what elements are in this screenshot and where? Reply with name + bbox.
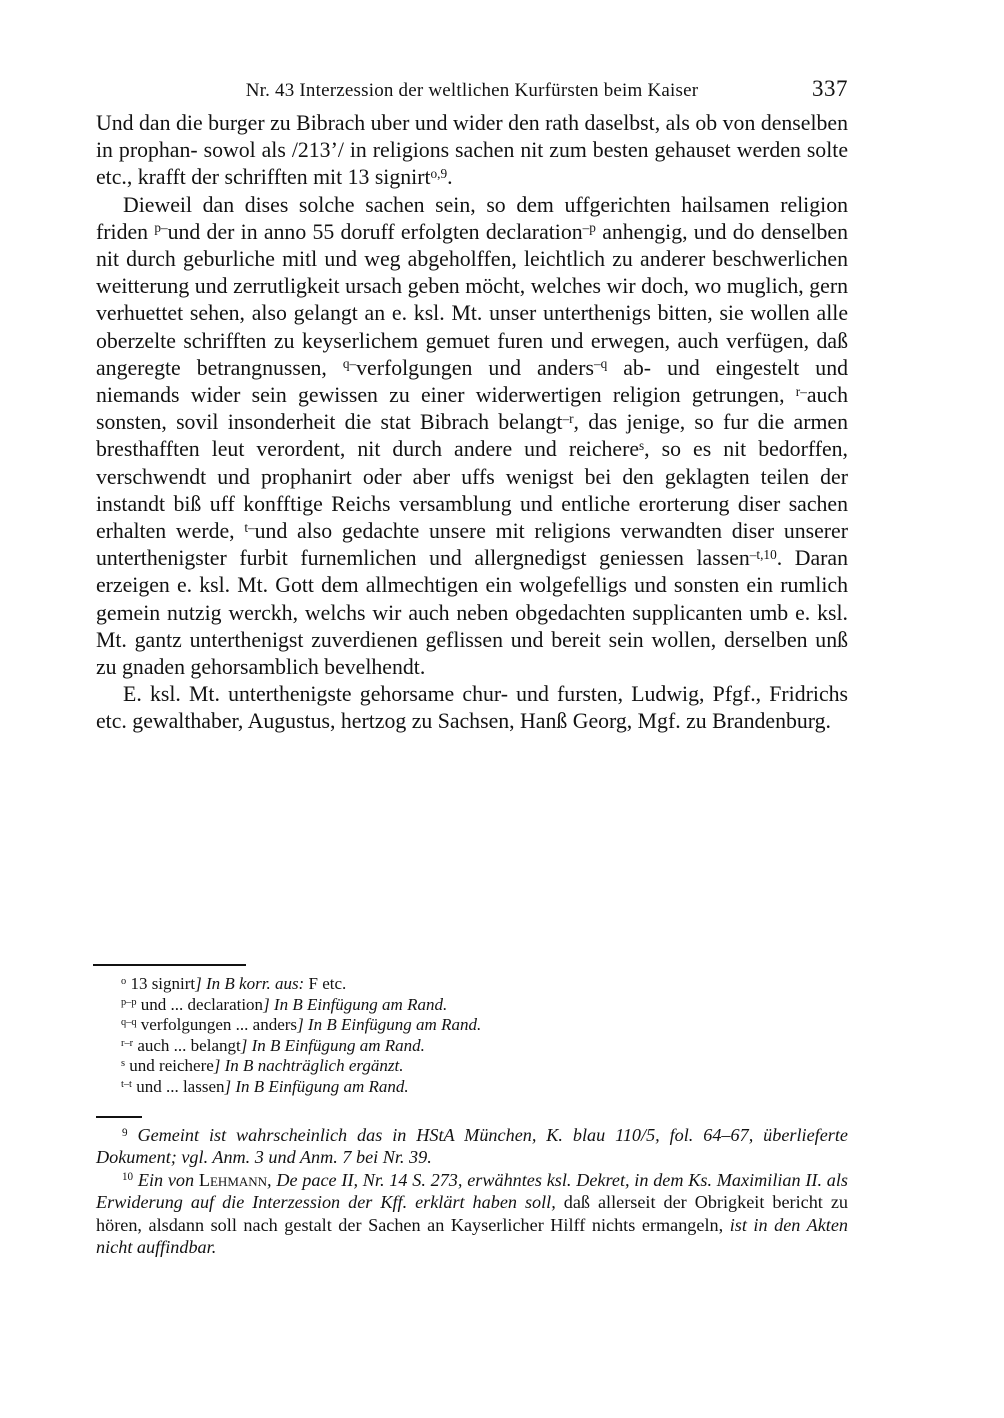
- apparatus-separator-rule: [93, 964, 246, 966]
- superscript-marker: –p: [582, 220, 596, 236]
- page-number: 337: [812, 76, 848, 101]
- text-run: , so es nit bedorffen, verschwendt und prophanirt oder aber uffs wenigst bei den geklagten teilen der instandt biß uff konfftige Reichs versamblung und entliche erorterung diser sachen erhalten werde,: [96, 437, 848, 544]
- apparatus-entry: [96, 974, 848, 995]
- superscript-marker: s: [639, 438, 645, 454]
- body-paragraph: [96, 192, 848, 682]
- footnotes-block: [96, 1116, 848, 1258]
- text-run: ist in den Akten nicht auffindbar.: [96, 1214, 848, 1258]
- text-run: anhengig, und do denselben nit durch geburliche mitl und weg abgeholffen, leichtlich zu anderer beschwerlichen weitterung und zerrutligkeit ursach geben möcht, welches wir doch, wo muglich, gern verhuettet sehen, also gelangt an e. ksl. Mt. unser unterthenigs bitten, sie wollen alle oberzelte schrifften zu keyserlichem gemuet furen und erwegen, auch verfügen, daß angeregte betrangnussen,: [96, 219, 848, 380]
- text-run: und ... lassen: [131, 1076, 225, 1096]
- text-run: daß allerseit der Obrigkeit bericht zu hören, alsdann soll nach gestalt der Sachen an Kayserlicher Hilff nichts ermangeln,: [96, 1192, 848, 1235]
- body-paragraph: [96, 110, 848, 192]
- text-run: ] In B Einfügung am Rand.: [240, 1035, 425, 1055]
- superscript-marker: o: [121, 976, 127, 988]
- text-run: , De pace II, Nr. 14 S. 273, erwähntes ksl. Dekret, in dem Ks. Maximilian II. als Erwiderung auf die Interzession der Kff. erklärt haben soll,: [96, 1169, 848, 1213]
- text-run: verfolgungen ... anders: [136, 1015, 298, 1035]
- apparatus-entry: [96, 1077, 848, 1098]
- text-run: Gemeint ist wahrscheinlich das in HStA München, K. blau 110/5, fol. 64–67, überlieferte Dokument; vgl. Anm. 3 und Anm. 7 bei Nr. 39.: [96, 1125, 848, 1168]
- body-paragraph: [96, 681, 848, 735]
- footnote-entries: [96, 1124, 848, 1258]
- text-run: ] In B Einfügung am Rand.: [224, 1076, 409, 1096]
- text-run: E. ksl. Mt. unterthenigste gehorsame chur- und fursten, Ludwig, Pfgf., Fridrichs etc. gewalthaber, Augustus, hertzog zu Sachsen, Hanß Georg, Mgf. zu Brandenburg.: [96, 682, 848, 734]
- footnote: [96, 1169, 848, 1259]
- superscript-marker: t–t: [121, 1079, 132, 1090]
- superscript-marker: s: [121, 1058, 126, 1070]
- superscript-marker: r–: [795, 383, 807, 399]
- document-body: [96, 110, 848, 736]
- text-run: auch sonsten, sovil insonderheit die stat Bibrach belangt: [96, 383, 848, 435]
- text-run: ] In B Einfügung am Rand.: [263, 994, 448, 1014]
- text-run: ab- und eingestelt und niemands wider sein gewissen zu einer widerwertigen religion getrungen,: [96, 355, 848, 408]
- text-run: und also gedachte unsere mit religions verwandten diser unserer unterthenigster furbit furnemlichen und allergnedigst geniessen lassen: [96, 519, 848, 571]
- apparatus-entry: [96, 995, 848, 1016]
- text-run: und reichere: [125, 1056, 214, 1076]
- superscript-marker: –q: [593, 356, 608, 372]
- text-run: .: [447, 165, 453, 190]
- text-run: verfolgungen und anders: [356, 355, 594, 380]
- running-title: Nr. 43 Interzession der weltlichen Kurfürsten beim Kaiser: [245, 80, 699, 101]
- text-run: Dieweil dan dises solche sachen sein, so dem uffgerichten hailsamen religion friden: [96, 192, 848, 244]
- apparatus-entry: [96, 1036, 848, 1057]
- text-run: Ein von: [133, 1169, 199, 1190]
- superscript-marker: p–p: [121, 996, 137, 1008]
- apparatus-entry: [96, 1015, 848, 1036]
- text-run: Lehmann: [198, 1169, 268, 1190]
- text-run: Und dan die burger zu Bibrach uber und wider den rath daselbst, als ob von denselben in prophan- sowol als /213’/ in religions sachen nit zum besten gehauset werden solte etc., krafft der schrifften mit 13 signirt: [96, 111, 848, 190]
- text-run: 13 signirt: [126, 974, 196, 993]
- text-run: ] In B nachträglich ergänzt.: [213, 1056, 404, 1076]
- superscript-marker: o,9: [430, 166, 448, 182]
- critical-apparatus: [96, 964, 848, 1098]
- text-run: . Daran erzeigen e. ksl. Mt. Gott dem allmechtigen ein wolgefelligs und sonsten ein rumlich gemein nutzig werckh, welchs wir auch neben obgedachten supplicanten umb e. ksl. Mt. gantz unterthenigst zuverdienen geflissen und bereit sein wollen, derselben unß zu gnaden gehorsamblich bevelhendt.: [96, 546, 849, 680]
- footnote-separator-rule: [96, 1116, 142, 1118]
- text-run: und ... declaration: [136, 994, 264, 1014]
- superscript-marker: r–r: [121, 1037, 134, 1049]
- superscript-marker: –t,10: [749, 546, 777, 562]
- text-run: und der in anno 55 doruff erfolgten declaration: [167, 219, 583, 244]
- superscript-marker: q–: [342, 356, 357, 372]
- text-run: ] In B korr. aus:: [195, 974, 305, 993]
- superscript-marker: t–: [244, 519, 255, 535]
- superscript-marker: p–: [154, 220, 168, 236]
- text-run: , das jenige, so fur die armen bresthafften leut verordent, nit durch andere und reichere: [96, 410, 849, 462]
- superscript-marker: q–q: [121, 1017, 137, 1029]
- text-run: ] In B Einfügung am Rand.: [297, 1015, 482, 1035]
- apparatus-entries: [96, 974, 848, 1098]
- text-run: auch ... belangt: [133, 1035, 241, 1055]
- superscript-marker: 10: [122, 1171, 134, 1184]
- footnote: [96, 1124, 848, 1169]
- text-run: F etc.: [304, 974, 347, 993]
- superscript-marker: –r: [562, 410, 574, 426]
- apparatus-entry: [96, 1056, 848, 1077]
- page-header: [96, 76, 848, 108]
- superscript-marker: 9: [122, 1126, 128, 1139]
